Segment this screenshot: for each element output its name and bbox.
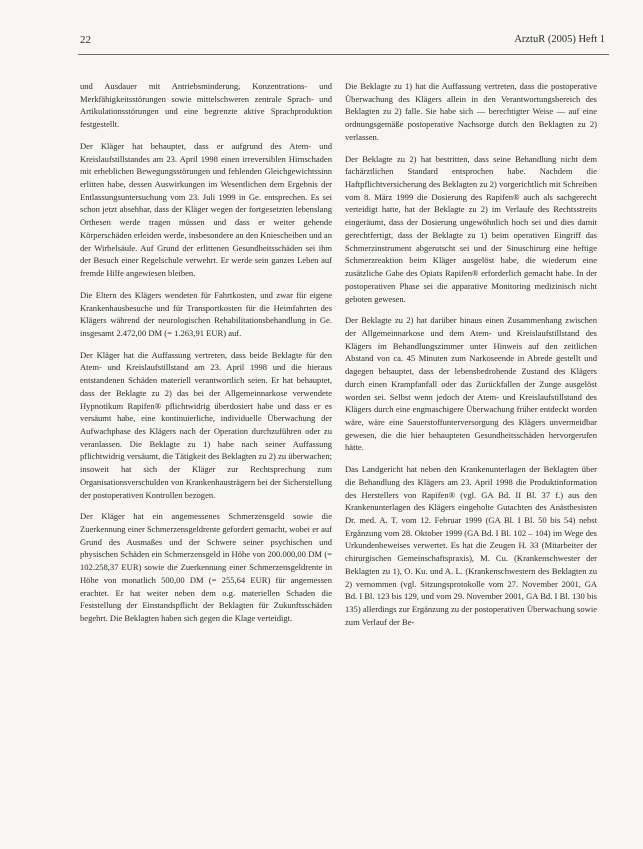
left-column — [80, 80, 332, 634]
paragraph: Das Landgericht hat neben den Krankenunterlagen der Beklagten über die Behandlung des Klägers am 23. April 1998 die Produktinformation des Herstellers von Rapifen® (vgl. GA Bd. II Bl. 37 f.) aus den Krankenunterlagen des Klägers eingeholte Gutachten des Anästhesisten Dr. med. A. T. vom 12. Februar 1999 (GA Bl. I Bl. 50 bis 54) nebst Ergänzung vom 28. Oktober 1999 (GA Bd. I Bl. 102 – 104) im Wege des Urkundenbeweises verwertet. Es hat die Zeugen H. 33 (Mitarbeiter der chirurgischen Gemeinschaftspraxis), M. Cu. (Krankenschwester der Beklagten zu 1), O. Ku. und A. L. (Krankenschwestern des Beklagten zu 2) vernommen (vgl. Sitzungsprotokolle vom 27. November 2001, GA Bd. I Bl. 123 bis 129, und vom 29. November 2001, GA Bd. I Bl. 130 bis 135) allerdings zur Ergänzung zu der postoperativen Überwachung sowie zum Verlauf der Be- — [345, 464, 597, 627]
paragraph: und Ausdauer mit Antriebsminderung, Konzentrations- und Merkfähigkeitsstörungen sowie mittelschweren zentrale Sprach- und Artikulationsstörungen und eine begrenzte aktive Sprachproduktion festgestellt. — [80, 81, 332, 130]
paragraph: Der Beklagte zu 2) hat bestritten, dass seine Behandlung nicht dem fachärztlichen Standard entsprochen habe. Nachdem die Haftpflichtversicherung des Beklagten zu 2) vorgerichtlich mit Schreiben vom 8. März 1999 die Dosierung des Rapifen® auch als sachgerecht verteidigt hatte, hat der Beklagte zu 2) im Verlaufe des Rechtsstreits eingeräumt, dass der Dosierung ungewöhnlich hoch sei und dies damit gerechtfertigt, dass der Beklagte zu 1) beim operativen Eingriff das Schmerzinstrument abgerutscht sei und der Sinuschirurg eine heftige Schmerzreaktion beim Kläger ausgelöst habe, die wiederum eine zusätzliche Gabe des Opiats Rapifen® erforderlich gemacht habe. In der postoperativen Phase sei die apparative Monitoring medizinisch nicht geboten gewesen. — [345, 153, 597, 304]
paragraph: Die Eltern des Klägers wendeten für Fahrtkosten, und zwar für eigene Krankenhausbesuche und für Transportkosten für die Heimfahrten des Klägers während der neurologischen Rehabilitationsbehandlung in Ge. insgesamt 2.472,00 DM (= 1.263,91 EUR) auf. — [80, 289, 332, 338]
paragraph: Die Beklagte zu 1) hat die Auffassung vertreten, dass die postoperative Überwachung des Klägers allein in den Verantwortungsbereich des Beklagten zu 2) falle. Sie habe sich — berechtigter Weise — auf eine ordnungsgemäße postoperative Nachsorge durch den Beklagten zu 2) verlassen. — [345, 81, 597, 142]
page-number: 22 — [80, 34, 91, 46]
header-rule — [78, 54, 609, 55]
journal-reference: ArztuR (2005) Heft 1 — [514, 34, 605, 45]
paragraph: Der Beklagte zu 2) hat darüber hinaus einen Zusammenhang zwischen der Allgemeinnarkose und dem Atem- und Kreislaufstillstand des Klägers im Behandlungszimmer unter Hinweis auf den zeitlichen Abstand von ca. 45 Minuten zum Narkoseende in Abrede gestellt und dagegen behauptet, dass der lebensbedrohende Zustand des Klägers durch einen Krampfanfall oder das Zurückfallen der Zunge ausgelöst worden sei. Selbst wenn jedoch der Atem- und Kreislaufstillstand des Klägers durch eine engmaschigere Überwachung früher entdeckt worden wäre, wäre eine Sauerstoffunterversorgung des Klägers unvermeidbar gewesen, die die hier behaupteten Gesundheitsschäden hervorgerufen hätte. — [345, 315, 597, 453]
paragraph: Der Kläger hat die Auffassung vertreten, dass beide Beklagte für den Atem- und Kreislaufstillstand am 23. April 1998 und die hieraus entstandenen Schäden materiell verantwortlich seien. Er hat behauptet, dass der Beklagte zu 2) das bei der Allgemeinnarkose verwendete Hypnotikum Rapifen® pflichtwidrig überdosiert habe und dass er es versäumt habe, eine kontinuierliche, individuelle Überwachung der Aufwachphase des Klägers nach der Operation durchzuführen oder zu veranlassen. Die Beklagte zu 1) habe nach seiner Auffassung pflichtwidrig versäumt, die Tätigkeit des Beklagten zu 2) zu überwachen; insoweit hat sich der Kläger zur Rechtsprechung zum Organisationsverschulden von Krankenhausträgern bei der Sicherstellung der postoperativen Kontrollen bezogen. — [80, 349, 332, 500]
paragraph: Der Kläger hat ein angemessenes Schmerzensgeld sowie die Zuerkennung einer Schmerzensgeldrente gefordert gemacht, wobei er auf Grund des Ausmaßes und der Schwere seiner psychischen und physischen Schäden ein Schmerzensgeld in Höhe von 200.000,00 DM (= 102.258,37 EUR) sowie die Zuerkennung einer Schmerzensgeldrente in Höhe von monatlich 500,00 DM (= 255,64 EUR) für angemessen erachtet. Er hat weiter neben dem o.g. materiellen Schaden die Feststellung der Einstandspflicht der Beklagten für Zukunftsschäden begehrt. Die Beklagten haben sich gegen die Klage verteidigt. — [80, 511, 332, 624]
paragraph: Der Kläger hat behauptet, dass er aufgrund des Atem- und Kreislaufstillstandes am 23. April 1998 einen irreversiblen Hirnschaden mit erheblichen Bewegungsstörungen und fehlenden Gleichgewichtssinn erlitten habe, dessen Auswirkungen im Wesentlichen dem Ergebnis der Entlassungsuntersuchung vom 23. Juli 1999 in Ge. entsprechen. Es sei schon jetzt absehbar, dass der Kläger wegen der fortgesetzten lebenslang Orthesen werde tragen müssen und dass er weiter gehende Körperschäden erleiden werde, insbesondere an den Kniescheiben und an der Wirbelsäule. Auf Grund der erlittenen Gesundheitsschäden sei ihm der Besuch einer Regelschule verwehrt. Er werde sein ganzes Leben auf fremde Hilfe angewiesen bleiben. — [80, 140, 332, 279]
right-column — [345, 80, 597, 637]
